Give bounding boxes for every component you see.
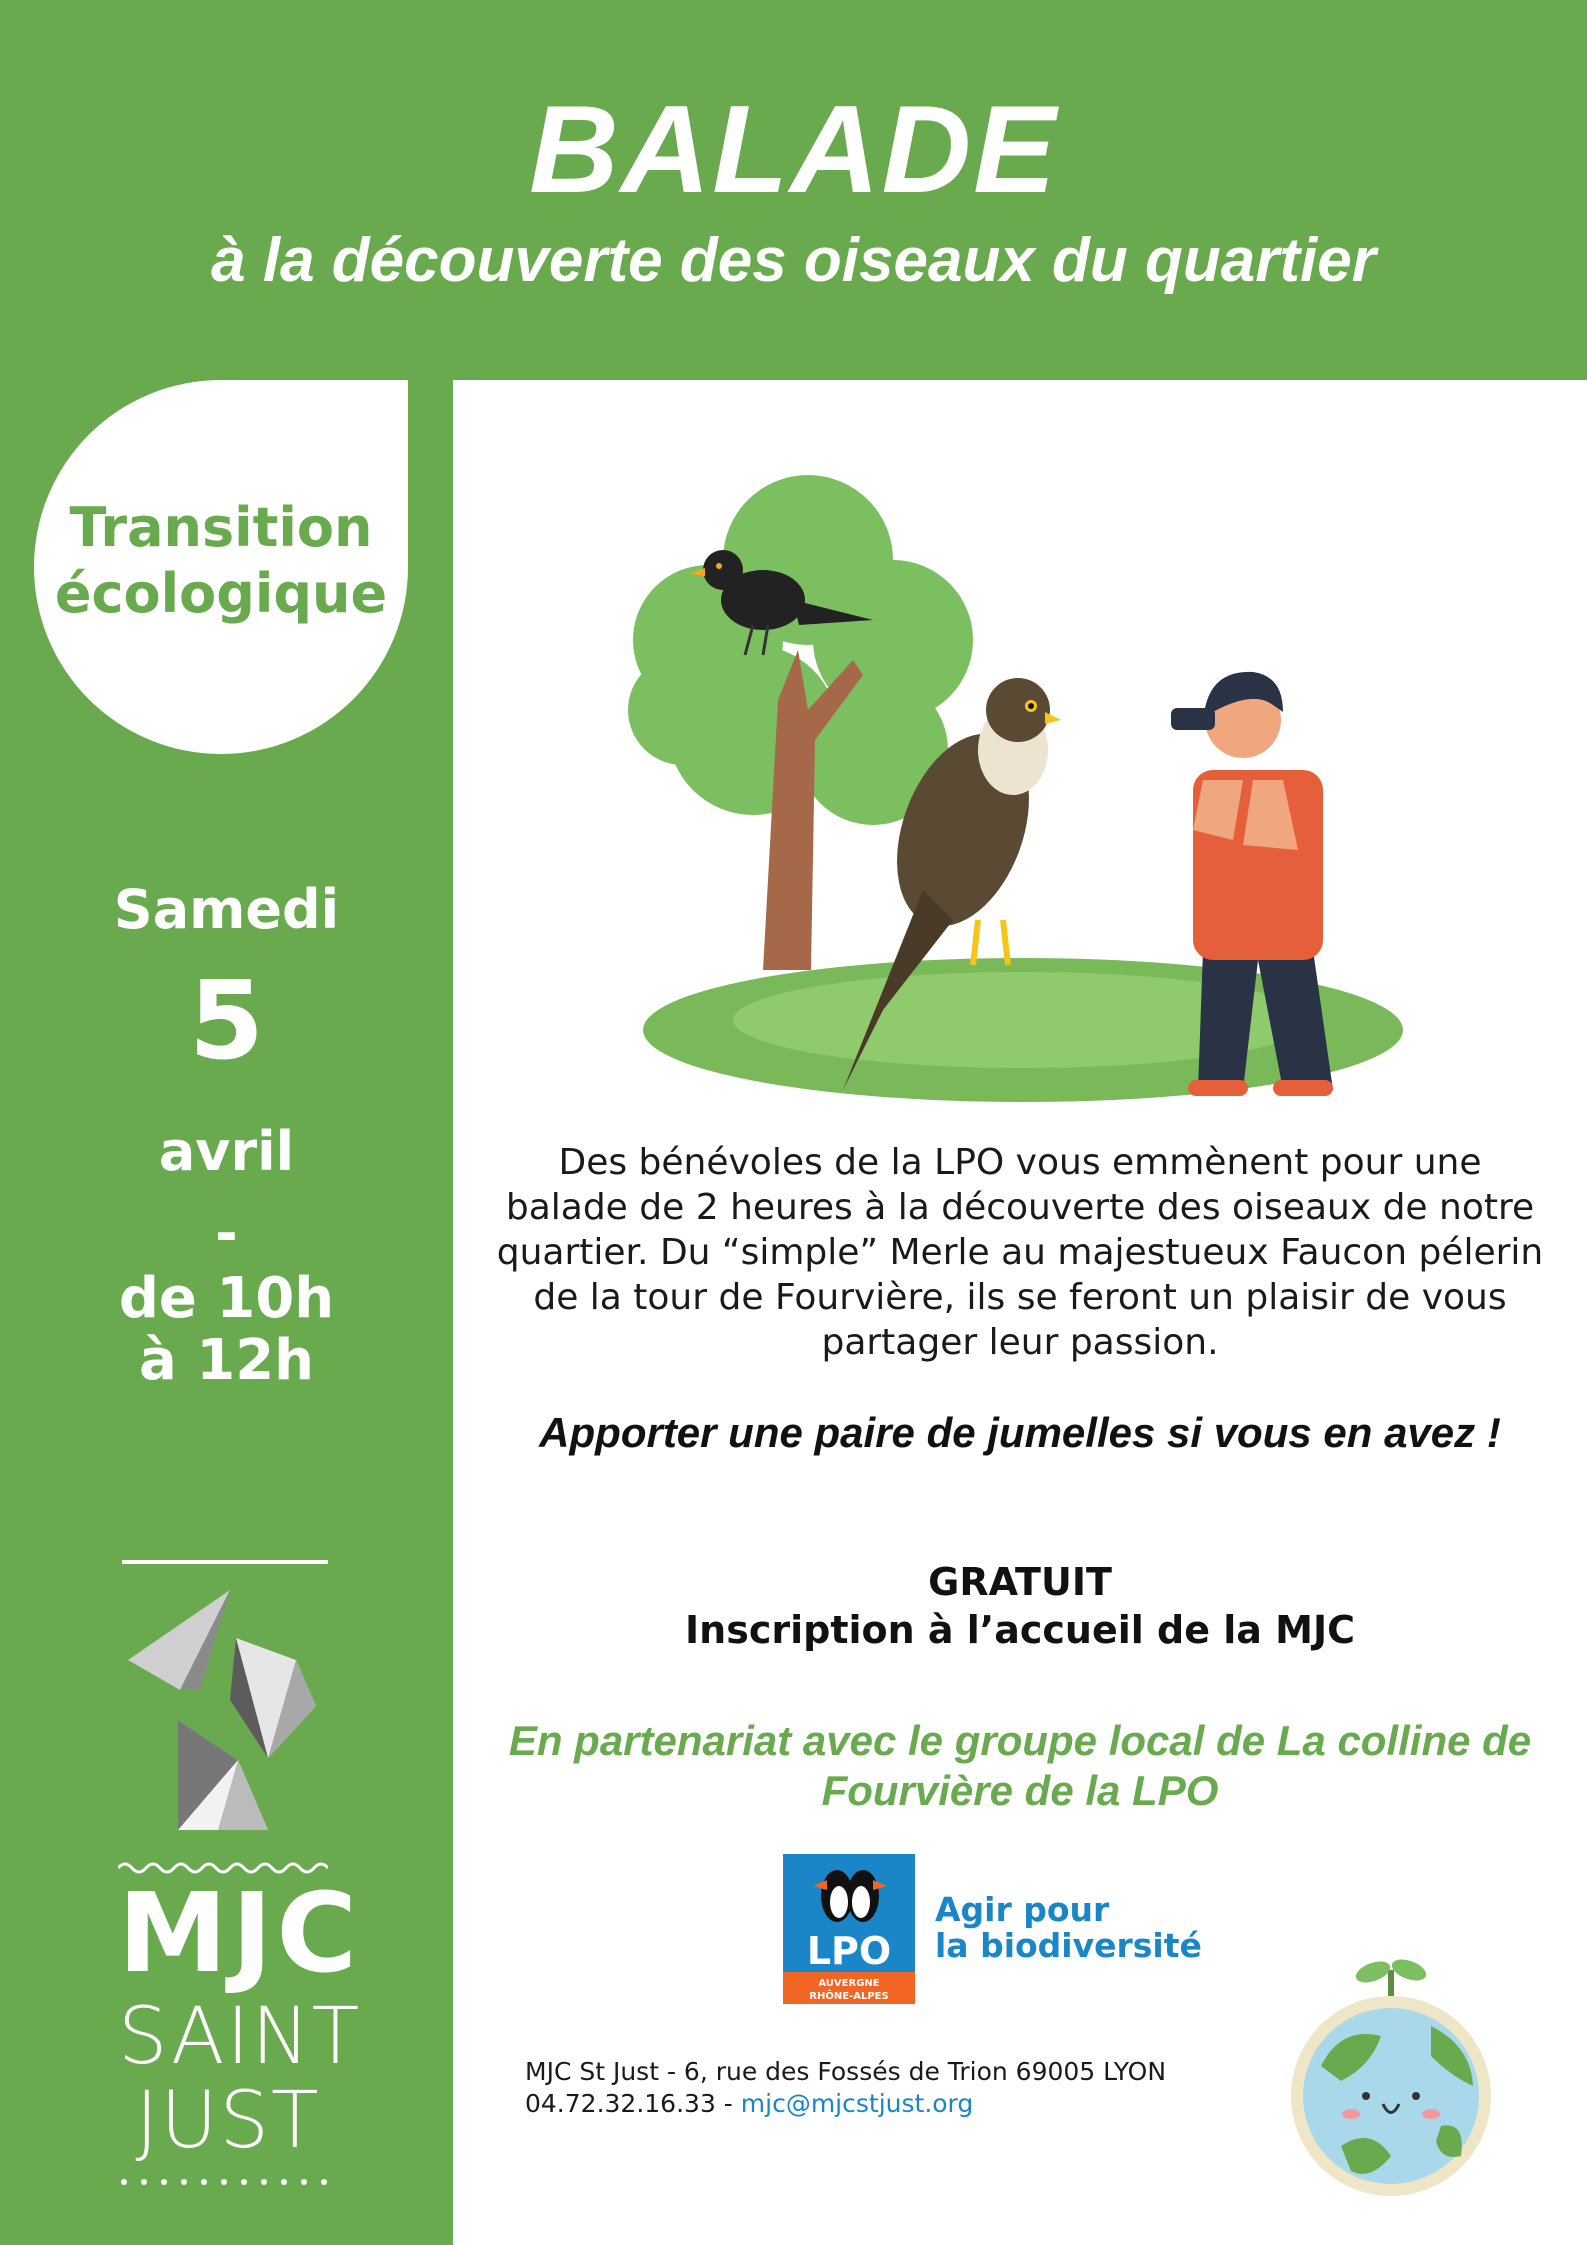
lpo-logo-icon [783,1854,915,2004]
lpo-slogan-line-1: Agir pour [935,1890,1110,1929]
partnership-text: En partenariat avec le groupe local de La colline de Fourvière de la LPO [508,1717,1532,1814]
binoculars-note: Apporter une paire de jumelles si vous en avez ! [539,1409,1501,1456]
lpo-region-line-2: RHÔNE-ALPES [809,1991,889,2002]
event-description: Des bénévoles de la LPO vous emmènent pour une balade de 2 heures à la découverte des oiseaux de notre quartier. Du “simple” Merle au majestueux Faucon pélerin de la tour de Fourvière, ils se feront un plaisir de vous partager leur passion. [496,1142,1544,1363]
pricing-info [493,1558,1547,1654]
contact-separator: - [715,2089,741,2118]
badge-line-1: Transition [69,496,373,559]
event-dash: - [215,1202,238,1265]
lpo-region-line-1: AUVERGNE [818,1978,880,1989]
event-day-name: Samedi [113,878,340,941]
mjc-emblem-icon [118,1590,338,1830]
event-hours [0,1268,453,1392]
free-label: GRATUIT [928,1560,1112,1604]
poster-subtitle: à la découverte des oiseaux du quartier [211,226,1376,295]
email-link[interactable]: mjc@mjcstjust.org [740,2089,974,2118]
mjc-word: MJC [118,1869,362,1997]
lpo-slogan-line-2: la biodiversité [935,1926,1202,1965]
badge-text [34,495,408,627]
hours-end: à 12h [138,1328,315,1393]
main-content [453,380,1587,2245]
lpo-slogan [935,1892,1202,1964]
just-word: JUST [135,2076,321,2166]
saint-word: SAINT [118,1992,362,2082]
event-month: avril [158,1120,295,1183]
sidebar-divider [122,1560,328,1564]
poster-title: BALADE [529,81,1058,219]
transition-badge [34,380,408,754]
hours-start: de 10h [118,1266,335,1331]
lpo-logo-name: LPO [806,1929,892,1973]
earth-mascot-icon [1281,1956,1501,2206]
registration-info: Inscription à l’accueil de la MJC [685,1608,1355,1652]
dots-decoration [120,2178,330,2186]
contact-info [525,2056,1166,2120]
contact-line [525,2088,1166,2120]
badge-line-2: écologique [54,562,388,625]
phone-number: 04.72.32.16.33 [525,2089,716,2118]
sidebar [0,380,453,2245]
birdwatching-illustration [593,450,1413,1110]
header-banner [0,0,1587,380]
address-line: MJC St Just - 6, rue des Fossés de Trion 69005 LYON [525,2057,1167,2086]
event-day-number: 5 [188,959,265,1084]
